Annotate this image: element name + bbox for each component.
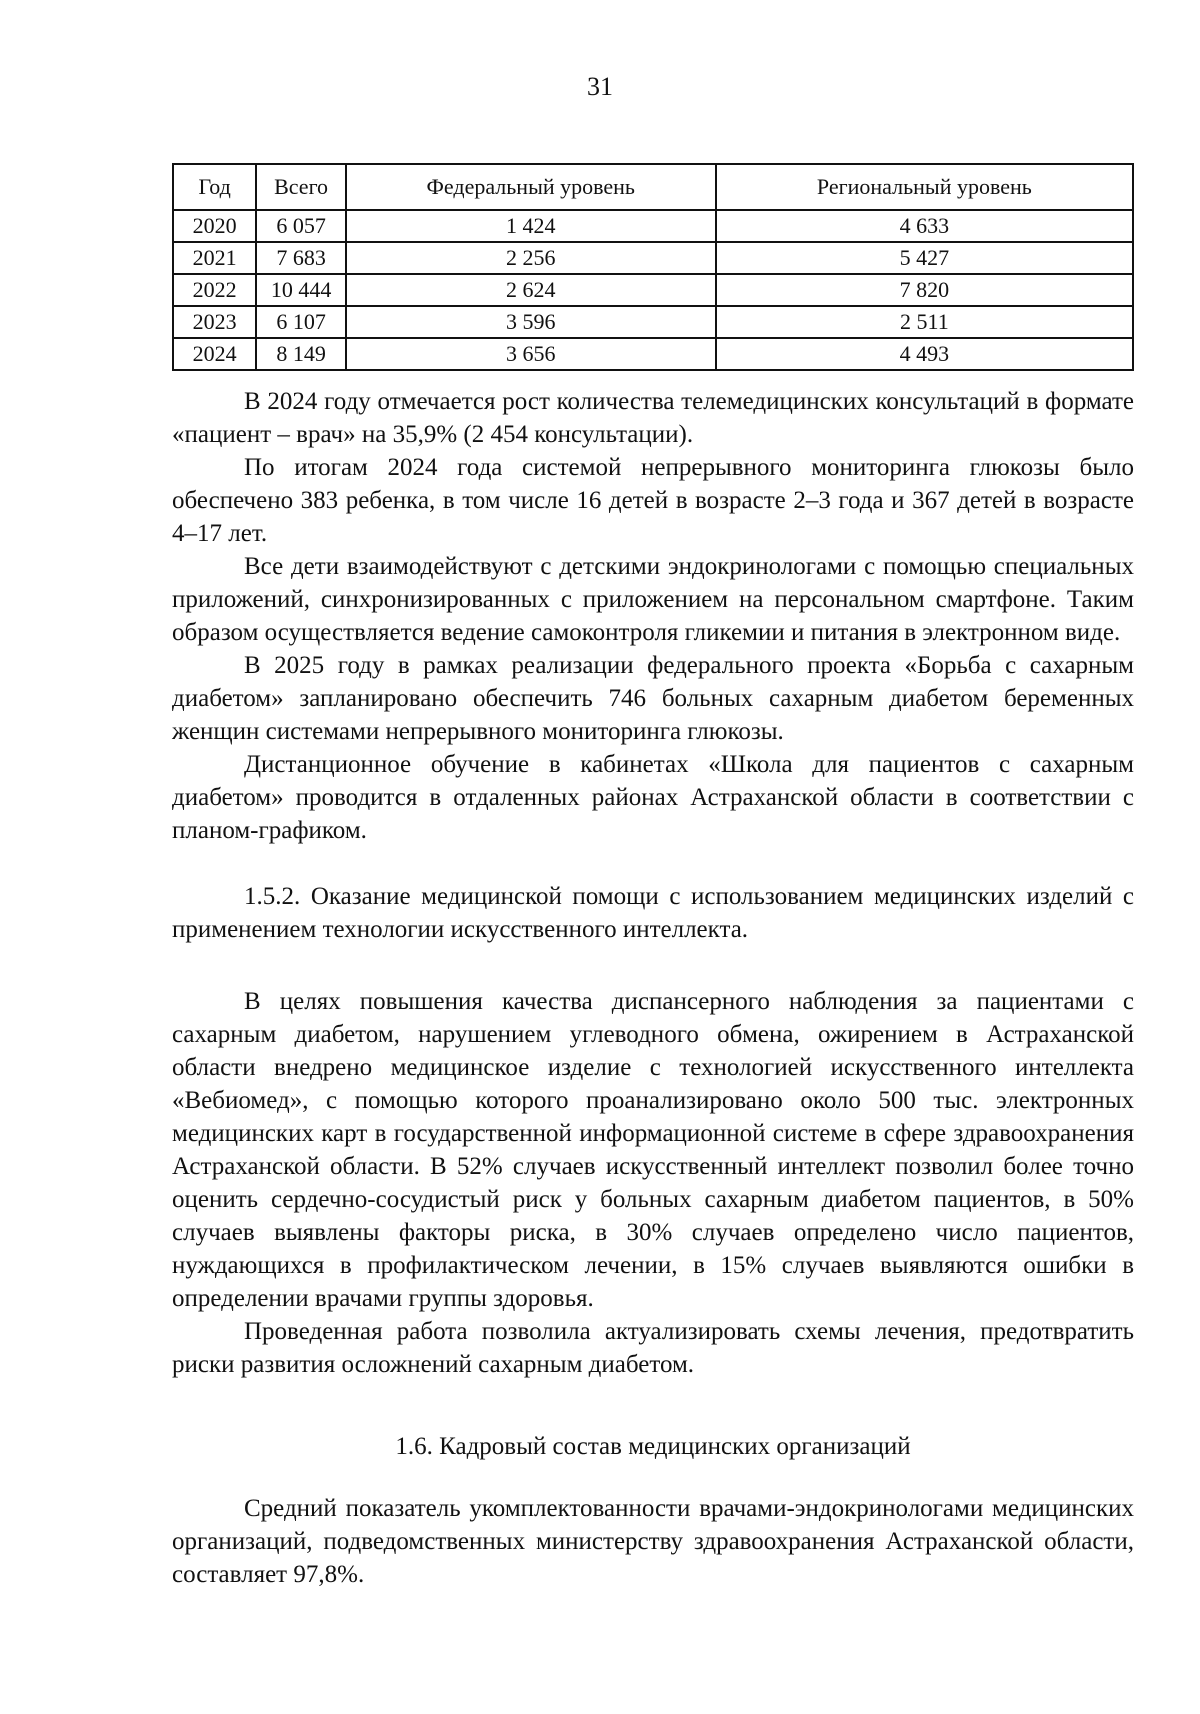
cell-year: 2021 (173, 242, 256, 274)
header-year: Год (173, 164, 256, 210)
header-total: Всего (256, 164, 345, 210)
cell-total: 6 107 (256, 306, 345, 338)
cell-federal: 1 424 (346, 210, 716, 242)
paragraph: В целях повышения качества диспансерного наблюдения за пациентами с сахарным диабетом, нарушением углеводного обмена, ожирением в Астраханской области внедрено медицинское изделие с технологией искусственного интеллекта «Вебиомед», с помощью которого проанализировано около 500 тыс. электронных медицинских карт в государственной информационной системе в сфере здравоохранения Астраханской области. В 52% случаев искусственный интеллект позволил более точно оценить сердечно-сосудистый риск у больных сахарным диабетом пациентов, в 50% случаев выявлены факторы риска, в 30% случаев определено число пациентов, нуждающихся в профилактическом лечении, в 15% случаев выявляются ошибки в определении врачами группы здоровья. (172, 988, 1134, 1312)
paragraph: В 2024 году отмечается рост количества телемедицинских консультаций в формате «пациент – врач» на 35,9% (2 454 консультации). (172, 388, 1134, 448)
paragraph: Проведенная работа позволила актуализировать схемы лечения, предотвратить риски развития осложнений сахарным диабетом. (172, 1318, 1134, 1378)
section-heading-1-5-2 (172, 880, 1134, 946)
paragraph: В 2025 году в рамках реализации федерального проекта «Борьба с сахарным диабетом» запланировано обеспечить 746 больных сахарным диабетом беременных женщин системами непрерывного мониторинга глюкозы. (172, 652, 1134, 745)
table-row (173, 210, 1133, 242)
paragraph: По итогам 2024 года системой непрерывного мониторинга глюкозы было обеспечено 383 ребенка, в том числе 16 детей в возрасте 2–3 года и 367 детей в возрасте 4–17 лет. (172, 454, 1134, 547)
cell-federal: 2 256 (346, 242, 716, 274)
text-block-staffing (172, 1492, 1134, 1591)
cell-year: 2024 (173, 338, 256, 370)
telemedicine-table (172, 163, 1134, 371)
cell-total: 8 149 (256, 338, 345, 370)
cell-year: 2023 (173, 306, 256, 338)
cell-regional: 4 493 (716, 338, 1133, 370)
text-block-telemedicine (172, 385, 1134, 847)
table-row (173, 242, 1133, 274)
text-block-ai (172, 985, 1134, 1381)
cell-federal: 2 624 (346, 274, 716, 306)
paragraph: Дистанционное обучение в кабинетах «Школа для пациентов с сахарным диабетом» проводится в отдаленных районах Астраханской области в соответствии с планом-графиком. (172, 751, 1134, 844)
table-header-row (173, 164, 1133, 210)
cell-total: 10 444 (256, 274, 345, 306)
cell-total: 7 683 (256, 242, 345, 274)
cell-regional: 2 511 (716, 306, 1133, 338)
cell-federal: 3 596 (346, 306, 716, 338)
page-number: 31 (587, 72, 613, 101)
cell-regional: 5 427 (716, 242, 1133, 274)
paragraph: Средний показатель укомплектованности врачами-эндокринологами медицинских организаций, подведомственных министерству здравоохранения Астраханской области, составляет 97,8%. (172, 1495, 1134, 1588)
section-title: 1.5.2. Оказание медицинской помощи с использованием медицинских изделий с применением технологии искусственного интеллекта. (172, 883, 1134, 943)
header-federal: Федеральный уровень (346, 164, 716, 210)
table-row (173, 338, 1133, 370)
cell-year: 2022 (173, 274, 256, 306)
header-regional: Региональный уровень (716, 164, 1133, 210)
section-heading-1-6: 1.6. Кадровый состав медицинских организаций (395, 1433, 911, 1460)
cell-total: 6 057 (256, 210, 345, 242)
cell-regional: 4 633 (716, 210, 1133, 242)
paragraph: Все дети взаимодействуют с детскими эндокринологами с помощью специальных приложений, синхронизированных с приложением на персональном смартфоне. Таким образом осуществляется ведение самоконтроля гликемии и питания в электронном виде. (172, 553, 1134, 646)
cell-federal: 3 656 (346, 338, 716, 370)
table-row (173, 306, 1133, 338)
table-row (173, 274, 1133, 306)
cell-year: 2020 (173, 210, 256, 242)
cell-regional: 7 820 (716, 274, 1133, 306)
